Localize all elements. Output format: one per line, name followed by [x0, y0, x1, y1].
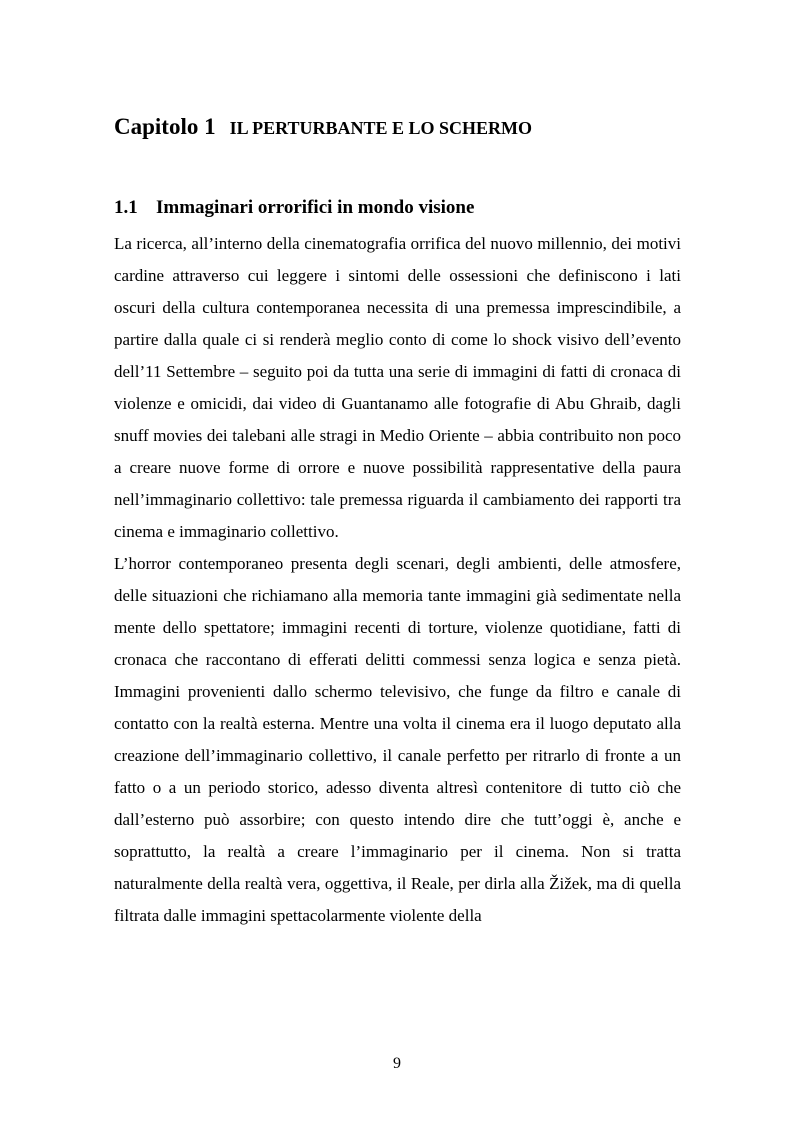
paragraph: L’horror contemporaneo presenta degli scenari, degli ambienti, delle atmosfere, delle situazioni che richiamano alla memoria tante immagini già sedimentate nella mente dello spettatore; immagini recenti di torture, violenze quotidiane, fatti di cronaca che raccontano di efferati delitti commessi senza logica e senza pietà. Immagini provenienti dallo schermo televisivo, che funge da filtro e canale di contatto con la realtà esterna. Mentre una volta il cinema era il luogo deputato alla creazione dell’immaginario collettivo, il canale perfetto per ritrarlo di fronte a un fatto o a un periodo storico, adesso diventa altresì contenitore di tutto ciò che dall’esterno può assorbire; con questo intendo dire che tutt’oggi è, anche e soprattutto, la realtà a creare l’immaginario per il cinema. Non si tratta naturalmente della realtà vera, oggettiva, il Reale, per dirla alla Žižek, ma di quella filtrata dalle immagini spettacolarmente violente della [114, 554, 681, 925]
section-title: Immaginari orrorifici in mondo visione [156, 197, 475, 218]
page-number: 9 [393, 1055, 401, 1072]
chapter-label: Capitolo 1 [114, 114, 216, 139]
paragraph: La ricerca, all’interno della cinematografia orrifica del nuovo millennio, dei motivi cardine attraverso cui leggere i sintomi delle ossessioni che definiscono i lati oscuri della cultura contemporanea necessita di una premessa imprescindibile, a partire dalla quale ci si renderà meglio conto di come lo shock visivo dell’evento dell’11 Settembre – seguito poi da tutta una serie di immagini di fatti di cronaca di violenze e omicidi, dai video di Guantanamo alle fotografie di Abu Ghraib, dagli snuff movies dei talebani alle stragi in Medio Oriente – abbia contribuito non poco a creare nuove forme di orrore e nuove possibilità rappresentative della paura nell’immaginario collettivo: tale premessa riguarda il cambiamento dei rapporti tra cinema e immaginario collettivo. [114, 234, 681, 541]
section-heading [114, 197, 474, 219]
chapter-heading [114, 114, 714, 140]
body-text [114, 228, 681, 932]
section-number: 1.1 [114, 197, 138, 218]
chapter-title: IL PERTURBANTE E LO SCHERMO [229, 118, 533, 138]
